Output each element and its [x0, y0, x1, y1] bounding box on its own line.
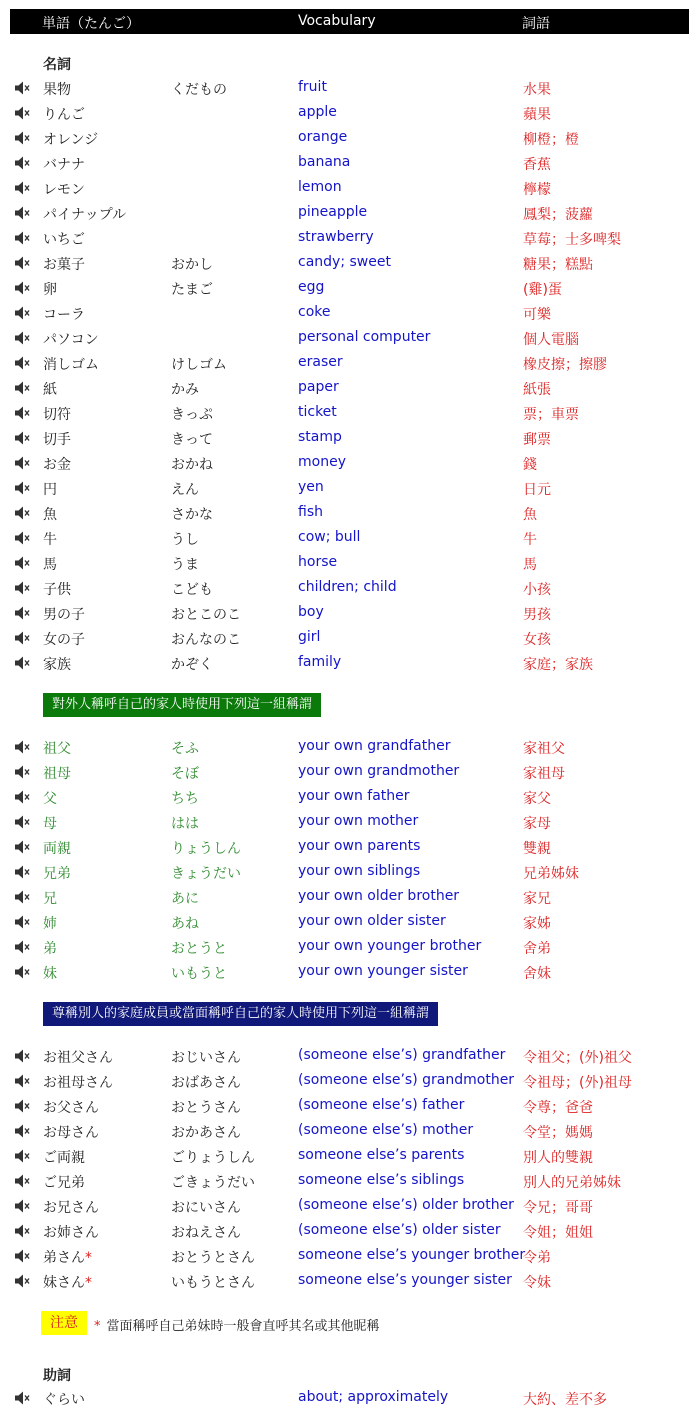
- word-cell: 男の子: [43, 607, 85, 623]
- english-cell: fish: [298, 504, 323, 520]
- vocab-row: [0, 1169, 700, 1194]
- word-cell: 魚: [43, 507, 57, 523]
- word-cell: お兄さん: [43, 1200, 99, 1216]
- vocab-row: [0, 276, 700, 301]
- speaker-icon[interactable]: [14, 105, 32, 121]
- vocab-row: [0, 126, 700, 151]
- vocab-row: [0, 176, 700, 201]
- speaker-icon[interactable]: [14, 530, 32, 546]
- english-cell: banana: [298, 154, 351, 170]
- word-cell: 弟さん*: [43, 1250, 92, 1266]
- english-cell: horse: [298, 554, 338, 570]
- word-cell: 円: [43, 482, 57, 498]
- word-cell: 牛: [43, 532, 57, 548]
- chinese-cell: 家母: [523, 816, 551, 832]
- chinese-cell: 個人電腦: [523, 332, 579, 348]
- english-cell: stamp: [298, 429, 342, 445]
- chinese-cell: 女孩: [523, 632, 551, 648]
- speaker-icon[interactable]: [14, 964, 32, 980]
- vocab-row: [0, 476, 700, 501]
- english-cell: your own mother: [298, 813, 419, 829]
- speaker-icon[interactable]: [14, 505, 32, 521]
- word-cell: パソコン: [43, 332, 99, 348]
- word-cell: お祖母さん: [43, 1075, 113, 1091]
- vocab-row: [0, 785, 700, 810]
- chinese-cell: 水果: [523, 82, 551, 98]
- english-cell: strawberry: [298, 229, 374, 245]
- english-cell: pineapple: [298, 204, 368, 220]
- english-cell: someone else’s parents: [298, 1147, 465, 1163]
- kana-cell: けしゴム: [171, 357, 227, 373]
- kana-cell: いもうとさん: [171, 1275, 255, 1291]
- kana-cell: あね: [171, 916, 199, 932]
- word-cell: 女の子: [43, 632, 85, 648]
- speaker-icon[interactable]: [14, 605, 32, 621]
- english-cell: your own older brother: [298, 888, 460, 904]
- vocab-row: [0, 426, 700, 451]
- english-cell: apple: [298, 104, 337, 120]
- chinese-cell: 雙親: [523, 841, 551, 857]
- header-vocabulary: Vocabulary: [298, 13, 376, 29]
- chinese-cell: 令兄；哥哥: [523, 1200, 593, 1216]
- vocab-row: [0, 451, 700, 476]
- vocab-row: [0, 1119, 700, 1144]
- vocab-row: [0, 1269, 700, 1294]
- vocab-row: [0, 1244, 700, 1269]
- vocab-row: [0, 501, 700, 526]
- vocab-row: [0, 1044, 700, 1069]
- speaker-icon[interactable]: [14, 1148, 32, 1164]
- speaker-icon[interactable]: [14, 480, 32, 496]
- chinese-cell: 別人的雙親: [523, 1150, 593, 1166]
- kana-cell: おにいさん: [171, 1200, 241, 1216]
- speaker-icon[interactable]: [14, 330, 32, 346]
- vocab-row: [0, 860, 700, 885]
- english-cell: (someone else’s) older sister: [298, 1222, 501, 1238]
- chinese-cell: 家父: [523, 791, 551, 807]
- word-cell: 弟: [43, 941, 57, 957]
- kana-cell: きっぷ: [171, 407, 213, 423]
- vocab-row: [0, 226, 700, 251]
- word-cell: 姉: [43, 916, 57, 932]
- word-cell: 母: [43, 816, 57, 832]
- english-cell: your own grandmother: [298, 763, 460, 779]
- chinese-cell: 令尊；爸爸: [523, 1100, 593, 1116]
- chinese-cell: 家兄: [523, 891, 551, 907]
- english-cell: (someone else’s) older brother: [298, 1197, 514, 1213]
- speaker-icon[interactable]: [14, 80, 32, 96]
- vocab-row: [0, 651, 700, 676]
- vocab-row: [0, 326, 700, 351]
- chinese-cell: 紙張: [523, 382, 551, 398]
- kana-cell: ごきょうだい: [171, 1175, 255, 1191]
- chinese-cell: 家姊: [523, 916, 551, 932]
- speaker-icon[interactable]: [14, 455, 32, 471]
- word-cell: 子供: [43, 582, 71, 598]
- chinese-cell: 票；車票: [523, 407, 579, 423]
- vocab-row: [0, 151, 700, 176]
- word-cell: りんご: [43, 107, 85, 123]
- english-cell: your own grandfather: [298, 738, 451, 754]
- kana-cell: いもうと: [171, 966, 227, 982]
- kana-cell: りょうしん: [171, 841, 241, 857]
- kana-cell: きょうだい: [171, 866, 241, 882]
- speaker-icon[interactable]: [14, 1198, 32, 1214]
- english-cell: personal computer: [298, 329, 431, 345]
- english-cell: money: [298, 454, 346, 470]
- speaker-icon[interactable]: [14, 630, 32, 646]
- word-cell: ご兄弟: [43, 1175, 85, 1191]
- speaker-icon[interactable]: [14, 405, 32, 421]
- speaker-icon[interactable]: [14, 889, 32, 905]
- footnote-star: *: [85, 1275, 92, 1291]
- chinese-cell: 令祖母；(外)祖母: [523, 1075, 632, 1091]
- chinese-cell: 蘋果: [523, 107, 551, 123]
- english-cell: your own older sister: [298, 913, 446, 929]
- speaker-icon[interactable]: [14, 914, 32, 930]
- speaker-icon[interactable]: [14, 1223, 32, 1239]
- english-cell: someone else’s younger brother: [298, 1247, 526, 1263]
- speaker-icon[interactable]: [14, 305, 32, 321]
- speaker-icon[interactable]: [14, 205, 32, 221]
- kana-cell: おかし: [171, 257, 213, 273]
- kana-cell: おとうと: [171, 941, 227, 957]
- speaker-icon[interactable]: [14, 839, 32, 855]
- chinese-cell: 令堂；媽媽: [523, 1125, 593, 1141]
- english-cell: someone else’s younger sister: [298, 1272, 512, 1288]
- chinese-cell: 男孩: [523, 607, 551, 623]
- kana-cell: かみ: [171, 382, 199, 398]
- speaker-icon[interactable]: [14, 864, 32, 880]
- kana-cell: はは: [171, 816, 199, 832]
- word-cell: ぐらい: [43, 1392, 85, 1408]
- chinese-cell: 日元: [523, 482, 551, 498]
- speaker-icon[interactable]: [14, 180, 32, 196]
- chinese-cell: 令弟: [523, 1250, 551, 1266]
- word-cell: 紙: [43, 382, 57, 398]
- speaker-icon[interactable]: [14, 764, 32, 780]
- chinese-cell: 馬: [523, 557, 537, 573]
- kana-cell: きって: [171, 432, 213, 448]
- english-cell: your own father: [298, 788, 410, 804]
- banner-others-family: 尊稱別人的家庭成員或當面稱呼自己的家人時使用下列這一組稱謂: [43, 1002, 438, 1026]
- chinese-cell: 橡皮擦；擦膠: [523, 357, 607, 373]
- word-cell: レモン: [43, 182, 85, 198]
- word-cell: コーラ: [43, 307, 85, 323]
- vocab-row: [0, 401, 700, 426]
- english-cell: children; child: [298, 579, 397, 595]
- word-cell: お母さん: [43, 1125, 99, 1141]
- kana-cell: うま: [171, 557, 199, 573]
- kana-cell: ちち: [171, 791, 199, 807]
- english-cell: yen: [298, 479, 324, 495]
- section-particles: 助詞: [43, 1368, 71, 1384]
- kana-cell: えん: [171, 482, 199, 498]
- chinese-cell: 錢: [523, 457, 537, 473]
- english-cell: your own younger brother: [298, 938, 482, 954]
- chinese-cell: 令姐；姐姐: [523, 1225, 593, 1241]
- vocab-row: [0, 201, 700, 226]
- chinese-cell: 小孩: [523, 582, 551, 598]
- chinese-cell: 鳳梨；菠蘿: [523, 207, 593, 223]
- word-cell: 家族: [43, 657, 71, 673]
- english-cell: your own siblings: [298, 863, 421, 879]
- vocab-row: [0, 101, 700, 126]
- chinese-cell: 別人的兄弟姊妹: [523, 1175, 621, 1191]
- speaker-icon[interactable]: [14, 655, 32, 671]
- chinese-cell: 可樂: [523, 307, 551, 323]
- word-cell: 両親: [43, 841, 71, 857]
- chinese-cell: 郵票: [523, 432, 551, 448]
- word-cell: オレンジ: [43, 132, 99, 148]
- kana-cell: ごりょうしん: [171, 1150, 255, 1166]
- speaker-icon[interactable]: [14, 155, 32, 171]
- word-cell: 卵: [43, 282, 57, 298]
- note-badge: 注意: [41, 1311, 87, 1335]
- chinese-cell: 舍弟: [523, 941, 551, 957]
- word-cell: 兄弟: [43, 866, 71, 882]
- header-word: 単語（たんご）: [42, 16, 140, 32]
- word-cell: 果物: [43, 82, 71, 98]
- english-cell: family: [298, 654, 342, 670]
- kana-cell: おじいさん: [171, 1050, 241, 1066]
- chinese-cell: 家祖母: [523, 766, 565, 782]
- word-cell: 妹: [43, 966, 57, 982]
- footnote-star: *: [85, 1250, 92, 1266]
- speaker-icon[interactable]: [14, 1173, 32, 1189]
- kana-cell: さかな: [171, 507, 213, 523]
- word-cell: 父: [43, 791, 57, 807]
- vocab-row: [0, 1069, 700, 1094]
- word-cell: お父さん: [43, 1100, 99, 1116]
- vocab-row: [0, 935, 700, 960]
- vocab-row: [0, 910, 700, 935]
- vocab-row: [0, 551, 700, 576]
- english-cell: girl: [298, 629, 321, 645]
- english-cell: (someone else’s) grandmother: [298, 1072, 515, 1088]
- english-cell: cow; bull: [298, 529, 361, 545]
- kana-cell: おとこのこ: [171, 607, 241, 623]
- vocab-row: [0, 1094, 700, 1119]
- chinese-cell: 檸檬: [523, 182, 551, 198]
- english-cell: fruit: [298, 79, 327, 95]
- english-cell: (someone else’s) father: [298, 1097, 465, 1113]
- english-cell: someone else’s siblings: [298, 1172, 465, 1188]
- english-cell: (someone else’s) grandfather: [298, 1047, 506, 1063]
- speaker-icon[interactable]: [14, 1123, 32, 1139]
- vocab-row: [0, 1144, 700, 1169]
- word-cell: いちご: [43, 232, 85, 248]
- vocab-row: [0, 626, 700, 651]
- vocab-row: [0, 1386, 700, 1411]
- kana-cell: おかあさん: [171, 1125, 241, 1141]
- english-cell: lemon: [298, 179, 342, 195]
- kana-cell: かぞく: [171, 657, 213, 673]
- english-cell: orange: [298, 129, 348, 145]
- vocab-row: [0, 1194, 700, 1219]
- speaker-icon[interactable]: [14, 739, 32, 755]
- english-cell: about; approximately: [298, 1389, 449, 1405]
- note-star: *: [94, 1319, 101, 1334]
- chinese-cell: 家庭；家族: [523, 657, 593, 673]
- english-cell: eraser: [298, 354, 343, 370]
- chinese-cell: 令妹: [523, 1275, 551, 1291]
- vocab-row: [0, 376, 700, 401]
- chinese-cell: 令祖父；(外)祖父: [523, 1050, 632, 1066]
- speaker-icon[interactable]: [14, 1273, 32, 1289]
- note-text: [94, 1315, 380, 1334]
- word-cell: 祖母: [43, 766, 71, 782]
- word-cell: お菓子: [43, 257, 85, 273]
- chinese-cell: 兄弟姊妹: [523, 866, 579, 882]
- banner-own-family: 對外人稱呼自己的家人時使用下列這一組稱謂: [43, 693, 321, 717]
- chinese-cell: 大約、差不多: [523, 1392, 607, 1408]
- kana-cell: おとうさん: [171, 1100, 241, 1116]
- speaker-icon[interactable]: [14, 130, 32, 146]
- kana-cell: おばあさん: [171, 1075, 241, 1091]
- speaker-icon[interactable]: [14, 1248, 32, 1264]
- english-cell: boy: [298, 604, 324, 620]
- chinese-cell: 家祖父: [523, 741, 565, 757]
- word-cell: お祖父さん: [43, 1050, 113, 1066]
- chinese-cell: 牛: [523, 532, 537, 548]
- speaker-icon[interactable]: [14, 355, 32, 371]
- word-cell: 祖父: [43, 741, 71, 757]
- english-cell: your own parents: [298, 838, 421, 854]
- vocab-row: [0, 526, 700, 551]
- kana-cell: おかね: [171, 457, 213, 473]
- vocab-row: [0, 735, 700, 760]
- word-cell: 消しゴム: [43, 357, 99, 373]
- section-nouns: 名詞: [43, 57, 71, 73]
- speaker-icon[interactable]: [14, 1098, 32, 1114]
- kana-cell: たまご: [171, 282, 213, 298]
- vocab-row: [0, 251, 700, 276]
- speaker-icon[interactable]: [14, 280, 32, 296]
- chinese-cell: (雞)蛋: [523, 282, 562, 298]
- speaker-icon[interactable]: [14, 1390, 32, 1406]
- chinese-cell: 舍妹: [523, 966, 551, 982]
- speaker-icon[interactable]: [14, 230, 32, 246]
- kana-cell: おんなのこ: [171, 632, 241, 648]
- word-cell: 切符: [43, 407, 71, 423]
- word-cell: お姉さん: [43, 1225, 99, 1241]
- english-cell: your own younger sister: [298, 963, 468, 979]
- english-cell: (someone else’s) mother: [298, 1122, 474, 1138]
- note-body: 當面稱呼自己弟妹時一般會直呼其名或其他昵稱: [106, 1319, 380, 1334]
- vocab-row: [0, 576, 700, 601]
- speaker-icon[interactable]: [14, 580, 32, 596]
- vocab-row: [0, 960, 700, 985]
- english-cell: paper: [298, 379, 339, 395]
- word-cell: 兄: [43, 891, 57, 907]
- vocab-row: [0, 601, 700, 626]
- kana-cell: おとうとさん: [171, 1250, 255, 1266]
- word-cell: 馬: [43, 557, 57, 573]
- chinese-cell: 魚: [523, 507, 537, 523]
- vocab-row: [0, 810, 700, 835]
- speaker-icon[interactable]: [14, 255, 32, 271]
- english-cell: coke: [298, 304, 331, 320]
- table-header: [10, 9, 689, 34]
- kana-cell: そふ: [171, 741, 199, 757]
- speaker-icon[interactable]: [14, 789, 32, 805]
- english-cell: ticket: [298, 404, 337, 420]
- chinese-cell: 柳橙；橙: [523, 132, 579, 148]
- kana-cell: おねえさん: [171, 1225, 241, 1241]
- word-cell: 切手: [43, 432, 71, 448]
- speaker-icon[interactable]: [14, 1073, 32, 1089]
- english-cell: egg: [298, 279, 325, 295]
- kana-cell: うし: [171, 532, 199, 548]
- kana-cell: そぼ: [171, 766, 199, 782]
- speaker-icon[interactable]: [14, 1048, 32, 1064]
- speaker-icon[interactable]: [14, 555, 32, 571]
- speaker-icon[interactable]: [14, 380, 32, 396]
- vocab-row: [0, 760, 700, 785]
- kana-cell: くだもの: [171, 82, 227, 98]
- vocab-row: [0, 835, 700, 860]
- chinese-cell: 糖果；糕點: [523, 257, 593, 273]
- speaker-icon[interactable]: [14, 939, 32, 955]
- vocab-row: [0, 351, 700, 376]
- word-cell: お金: [43, 457, 71, 473]
- word-cell: 妹さん*: [43, 1275, 92, 1291]
- vocab-row: [0, 301, 700, 326]
- vocab-row: [0, 885, 700, 910]
- speaker-icon[interactable]: [14, 814, 32, 830]
- kana-cell: こども: [171, 582, 213, 598]
- speaker-icon[interactable]: [14, 430, 32, 446]
- word-cell: バナナ: [43, 157, 85, 173]
- chinese-cell: 香蕉: [523, 157, 551, 173]
- english-cell: candy; sweet: [298, 254, 391, 270]
- word-cell: パイナップル: [43, 207, 127, 223]
- kana-cell: あに: [171, 891, 199, 907]
- word-cell: ご両親: [43, 1150, 85, 1166]
- vocab-row: [0, 76, 700, 101]
- header-chinese: 詞語: [522, 16, 550, 32]
- chinese-cell: 草莓；士多啤梨: [523, 232, 621, 248]
- vocab-row: [0, 1219, 700, 1244]
